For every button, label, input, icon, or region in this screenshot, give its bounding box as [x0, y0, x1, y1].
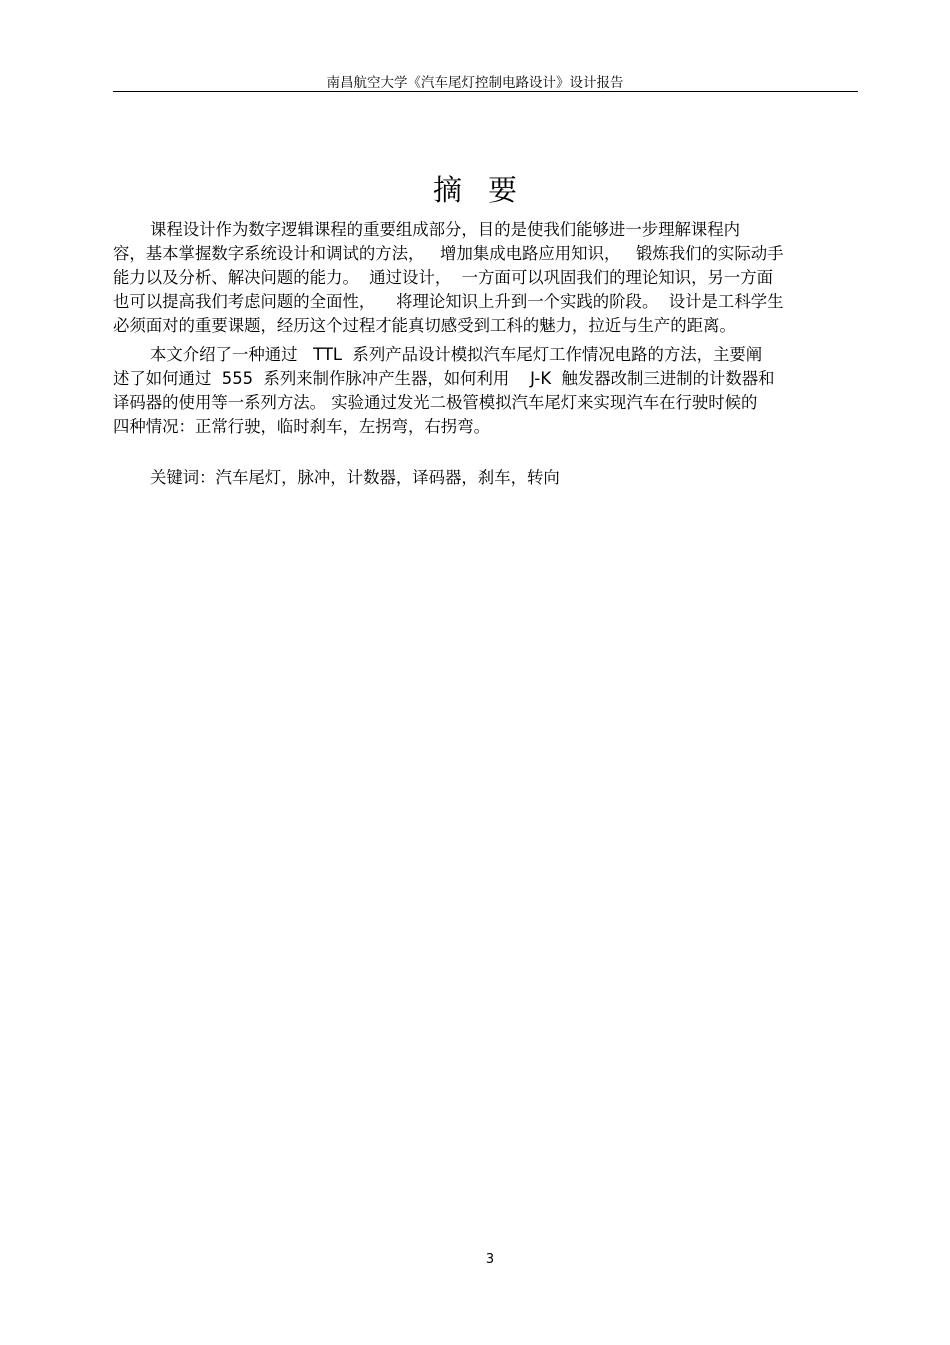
paragraph-line: 也可以提高我们考虑问题的全面性， 将理论知识上升到一个实践的阶段。 设计是工科学生 — [113, 292, 784, 311]
paragraph-line: 能力以及分析、解决问题的能力。 通过设计， 一方面可以巩固我们的理论知识，另一方面 — [113, 268, 774, 287]
paragraph-line: 课程设计作为数字逻辑课程的重要组成部分，目的是使我们能够进一步理解课程内 — [150, 220, 741, 239]
paragraph-line: 述了如何通过 555 系列来制作脉冲产生器，如何利用 J-K 触发器改制三进制的计数器和 — [113, 369, 775, 388]
running-header: 南昌航空大学《汽车尾灯控制电路设计》设计报告 — [326, 75, 624, 91]
page-number: 3 — [485, 1252, 495, 1267]
paragraph-line: 四种情况：正常行驶，临时刹车，左拐弯，右拐弯。 — [113, 417, 490, 436]
paragraph-line: 容，基本掌握数字系统设计和调试的方法， 增加集成电路应用知识， 锻炼我们的实际动手 — [113, 244, 784, 263]
paragraph-line: 译码器的使用等一系列方法。 实验通过发光二极管模拟汽车尾灯来实现汽车在行驶时候的 — [113, 393, 758, 412]
header-divider — [113, 91, 858, 92]
paragraph-line: 本文介绍了一种通过 TTL 系列产品设计模拟汽车尾灯工作情况电路的方法，主要阐 — [150, 345, 763, 364]
keywords: 关键词：汽车尾灯，脉冲，计数器，译码器，刹车，转向 — [150, 468, 560, 487]
paragraph-line: 必须面对的重要课题，经历这个过程才能真切感受到工科的魅力，拉近与生产的距离。 — [113, 316, 736, 335]
abstract-title: 摘要 — [432, 173, 543, 207]
